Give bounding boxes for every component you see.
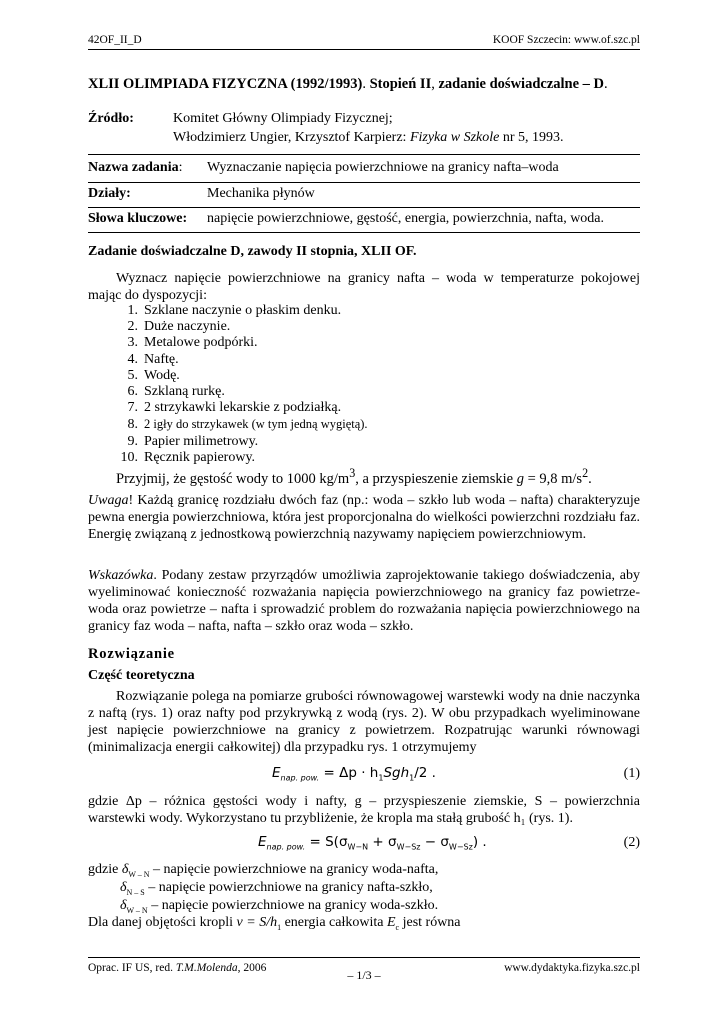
delta-definition-3 — [120, 898, 438, 915]
meta-label-colon: : — [178, 160, 183, 175]
note-label: Uwaga — [88, 493, 129, 508]
eq-part: /2 . — [414, 765, 436, 781]
energy-text: energia całkowita — [281, 915, 387, 930]
meta-label: Działy: — [88, 186, 131, 201]
list-item — [118, 400, 368, 416]
item-number: 1. — [127, 303, 138, 318]
energy-line — [88, 915, 461, 932]
list-item — [118, 335, 368, 351]
eq-subscript: W−Sz — [448, 842, 473, 852]
assumptions-line — [116, 466, 592, 488]
title-task: zadanie doświadczalne – D — [434, 76, 605, 92]
delta-text: – napięcie powierzchniowe na granicy woda-nafta, — [149, 862, 439, 877]
delta-definition-1 — [88, 862, 438, 879]
assume-symbol: g — [516, 470, 524, 487]
delta-symbol: δ — [121, 862, 129, 877]
source-authors: Włodzimierz Ungier, Krzysztof Karpierz: — [173, 130, 410, 145]
assume-exp: 3 — [349, 466, 356, 480]
assume-text: . — [588, 470, 592, 487]
meta-value: Komitet Główny Olimpiady Fizycznej; — [173, 111, 393, 126]
list-item — [118, 319, 368, 335]
item-text: Szklaną rurkę. — [144, 384, 225, 400]
meta-label: Źródło: — [88, 111, 134, 126]
list-item — [118, 368, 368, 384]
eq-part: − σ — [420, 834, 449, 850]
eq-part: Sgh — [383, 765, 410, 781]
eq-subscript: 1 — [409, 773, 415, 783]
energy-symbol: E — [386, 915, 396, 930]
item-number: 4. — [127, 351, 138, 367]
page-header — [88, 34, 640, 50]
list-item — [118, 303, 368, 319]
meta-value — [173, 130, 564, 146]
page-footer — [88, 957, 640, 982]
item-number: 3. — [127, 335, 138, 351]
energy-text: jest równa — [399, 915, 461, 930]
meta-label — [88, 160, 183, 176]
equipment-list — [118, 303, 368, 466]
item-text: Szklane naczynie o płaskim denku. — [144, 303, 342, 318]
header-source: KOOF Szczecin: www.of.szc.pl — [492, 34, 640, 46]
delta-symbol: δ — [120, 880, 127, 895]
list-item — [118, 434, 368, 450]
title-olympiad: XLII OLIMPIADA FIZYCZNA (1992/1993) — [88, 76, 363, 92]
footer-url: www.dydaktyka.fizyka.szc.pl — [504, 962, 640, 974]
solution-heading: Rozwiązanie — [88, 646, 175, 662]
hint-label: Wskazówka — [88, 568, 154, 583]
delta-text: – napięcie powierzchniowe na granicy woda-szkło. — [147, 898, 439, 913]
item-number: 7. — [127, 400, 138, 416]
title-stage: Stopień II — [365, 76, 432, 92]
meta-row-name — [88, 159, 640, 183]
meta-row-keywords — [88, 209, 640, 233]
item-number: 8. — [127, 417, 138, 433]
meta-row-branches — [88, 184, 640, 208]
list-item — [118, 416, 368, 433]
meta-value: Mechanika płynów — [207, 186, 315, 201]
item-text: Metalowe podpórki. — [144, 335, 258, 351]
item-text: 2 igły do strzykawek (w tym jedną wygiętą). — [144, 417, 368, 432]
title-end: . — [604, 76, 608, 92]
meta-value: Wyznaczanie napięcia powierzchniowe na granicy nafta–woda — [207, 160, 559, 175]
energy-subscript: c — [395, 922, 400, 932]
meta-label-text: Nazwa zadania — [88, 160, 179, 175]
item-number: 2. — [127, 319, 138, 335]
task-heading: Zadanie doświadczalne D, zawody II stopnia, XLII OF. — [88, 244, 417, 259]
eq-subscript: W−Sz — [396, 842, 421, 852]
item-text: Naftę. — [144, 351, 179, 367]
title-sep: , — [431, 76, 435, 92]
delta-symbol: δ — [120, 898, 127, 913]
eq-symbol: E — [258, 834, 267, 850]
hint-paragraph — [88, 567, 640, 635]
delta-definition-2 — [120, 880, 433, 897]
equation-2-number: (2) — [623, 835, 640, 850]
meta-value: napięcie powierzchniowe, gęstość, energia, powierzchnia, nafta, woda. — [207, 211, 605, 226]
delta-text: – napięcie powierzchniowe na granicy nafta-szkło, — [144, 880, 433, 895]
item-number: 6. — [127, 384, 138, 400]
solution-subheading: Część teoretyczna — [88, 668, 195, 683]
meta-row-source — [88, 111, 640, 155]
equation-1 — [272, 765, 436, 783]
note-paragraph — [88, 492, 640, 543]
item-text: Duże naczynie. — [144, 319, 231, 335]
item-number: 5. — [127, 367, 138, 383]
solution-paragraph-2: gdzie Δp – różnica gęstości wody i nafty, g – przyspieszenie ziemskie, S – powierzchnia warstewki wody. Wykorzystano tu przybliżenie, że kropla ma stałą grubość h₁ (rys. 1). — [88, 794, 640, 826]
title-sep: . — [362, 76, 366, 92]
item-number: 9. — [127, 433, 138, 449]
eq-part: = Δp · h — [319, 765, 379, 781]
item-text: 2 strzykawki lekarskie z podziałką. — [144, 400, 342, 416]
list-item — [118, 384, 368, 400]
assume-text: = 9,8 m/s — [523, 470, 583, 487]
document-title — [88, 76, 608, 93]
where-text: gdzie — [88, 862, 122, 877]
hint-text: . Podany zestaw przyrządów umożliwia zaprojektowanie takiego doświadczenia, aby wyeliminować konieczność rozważania napięcia powierzchniowego na granicy faz powietrze-woda oraz powietrze – nafta i sprowadzić problem do rozważania napięcia powierzchniowego na granicy faz woda – nafta, nafta – szkło oraz woda – szkło. — [88, 568, 640, 634]
assume-text: Przyjmij, że gęstość wody to 1000 kg/m — [116, 470, 350, 487]
eq-part: = S(σ — [305, 834, 348, 850]
source-journal: Fizyka w Szkole — [409, 130, 500, 145]
volume-subscript: 1 — [277, 922, 282, 932]
eq-subscript: nap. pow. — [266, 842, 306, 852]
delta-subscript: W – N — [126, 905, 148, 915]
item-text: Wodę. — [144, 367, 180, 383]
note-text: ! Każdą granicę rozdziału dwóch faz (np.: woda – szkło lub woda – nafta) charakteryzuje pewna energia powierzchniowa, która jest proporcjonalna do wielkości powierzchni rozdziału faz. Energię związaną z jednostkową powierzchnią nazywamy napięciem powierzchniowym. — [88, 493, 640, 542]
footer-editor: T.M.Molenda — [175, 962, 238, 974]
item-text: Papier milimetrowy. — [144, 433, 259, 449]
eq-subscript: nap. pow. — [280, 773, 320, 783]
eq-symbol: E — [272, 765, 281, 781]
footer-year: , 2006 — [237, 962, 267, 974]
list-item — [118, 352, 368, 368]
meta-label: Słowa kluczowe: — [88, 211, 188, 226]
task-intro: Wyznacz napięcie powierzchniowe na granicy nafta – woda w temperaturze pokojowej mając do dyspozycji: — [88, 271, 640, 303]
eq-subscript: W−N — [347, 842, 369, 852]
source-issue: nr 5, 1993. — [499, 130, 564, 145]
footer-credit-text: Oprac. IF US, red. — [88, 962, 176, 974]
volume-formula: v = S/h — [236, 915, 278, 930]
equation-2 — [258, 834, 487, 852]
assume-text: , a przyspieszenie ziemskie — [355, 470, 517, 487]
list-item — [118, 450, 368, 466]
delta-subscript: W – N — [128, 869, 150, 879]
eq-part: + σ — [368, 834, 397, 850]
page-number: – 1/3 – — [347, 968, 381, 982]
assume-exp: 2 — [582, 466, 589, 480]
header-doc-id: 42OF_II_D — [88, 34, 142, 46]
metadata-table — [88, 111, 640, 233]
equation-1-number: (1) — [623, 766, 640, 781]
item-text: Ręcznik papierowy. — [144, 449, 256, 465]
eq-part: ) . — [472, 834, 487, 850]
eq-subscript: 1 — [378, 773, 384, 783]
item-number: 10. — [120, 449, 138, 465]
energy-text: Dla danej objętości kropli — [88, 915, 237, 930]
delta-subscript: N – S — [126, 887, 145, 897]
solution-paragraph-1: Rozwiązanie polega na pomiarze grubości równowagowej warstewki wody na dnie naczynka z naftą (rys. 1) oraz nafty pod przykrywką z wodą (rys. 2). W obu przypadkach wyeliminowane jest napięcie powierzchniowe na granicy z powietrzem. Rozpatrując warunki równowagi (minimalizacja energii całkowitej) dla przypadku rys. 1 otrzymujemy — [88, 689, 640, 755]
